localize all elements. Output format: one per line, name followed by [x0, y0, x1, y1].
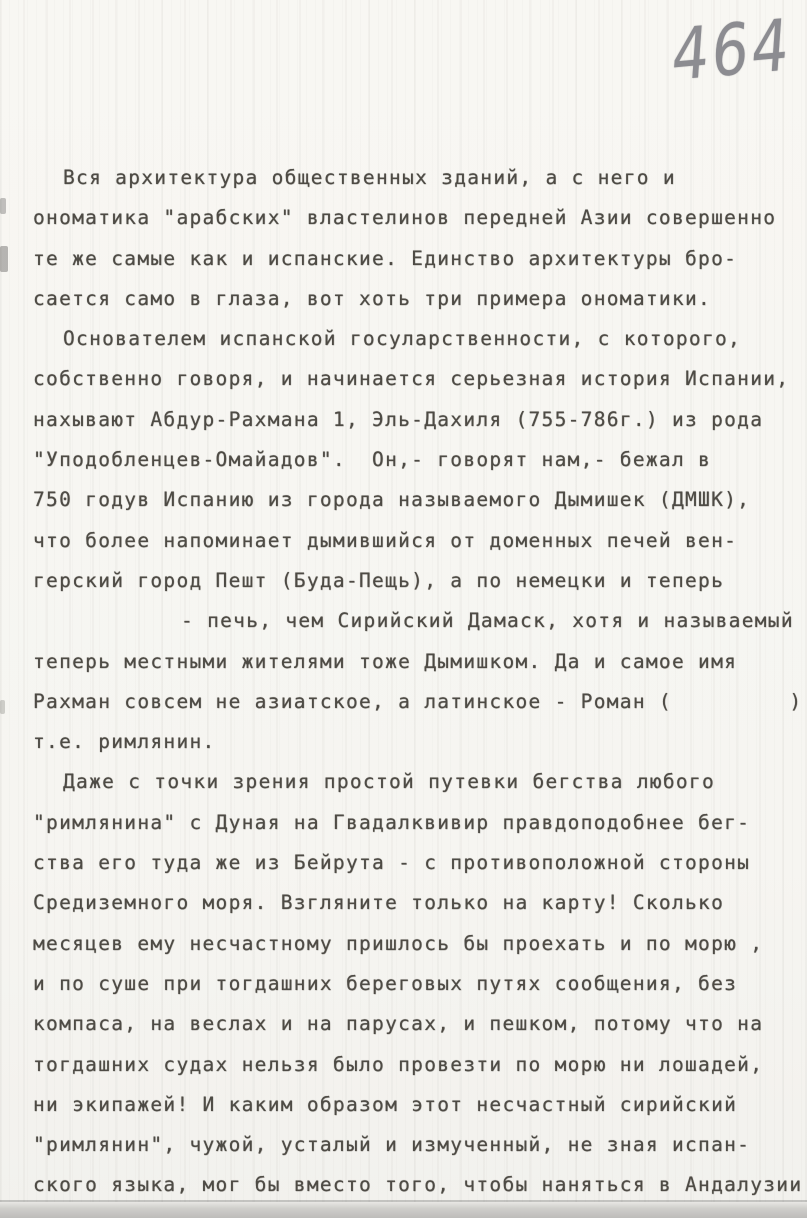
typewritten-line: "римлянин", чужой, усталый и измученный, не зная испан- — [33, 1133, 751, 1157]
typewritten-line: герский город Пешт (Буда-Пещь), а по немецки и теперь — [33, 568, 725, 592]
typewritten-line: Даже с точки зрения простой путевки бегства любого — [63, 770, 715, 794]
typewritten-line: нахывают Абдур-Рахмана 1, Эль-Дахиля (755-786г.) из рода — [33, 407, 764, 431]
typewritten-line: ского языка, мог бы вместо того, чтобы наняться в Андалузии — [33, 1173, 803, 1197]
typewritten-line: месяцев ему несчастному пришлось бы проехать и по морю , — [33, 931, 764, 955]
typewritten-line: Основателем испанской госуларственности, с которого, — [63, 327, 742, 351]
typewritten-line: "римлянина" с Дуная на Гвадалквивир правдоподобнее бег- — [33, 810, 751, 834]
typewritten-line: Рахман совсем не азиатское, а латинское - Роман ( ) — [33, 689, 803, 713]
handwritten-page-number: 464 — [669, 2, 795, 98]
typewritten-line: "Уподобленцев-Омайадов". Он,- говорят нам,- бежал в — [33, 448, 712, 472]
typewritten-line: т.е. римлянин. — [33, 730, 216, 754]
typewritten-line: теперь местными жителями тоже Дымишком. Да и самое имя — [33, 649, 738, 673]
typewritten-line: компаса, на веслах и на парусах, и пешком, потому что на — [33, 1012, 764, 1036]
typewritten-line: Вся архитектура общественных зданий, а с него и — [63, 166, 676, 189]
typewritten-line: сается само в глаза, вот хоть три примера ономатики. — [33, 286, 712, 310]
typewritten-line: ства его туда же из Бейрута - с противоположной стороны — [33, 851, 751, 875]
typewritten-line: собственно говоря, и начинается серьезная история Испании, — [33, 367, 790, 391]
typewritten-line: Средиземного моря. Взгляните только на карту! Сколько — [33, 891, 725, 915]
typewritten-text — [33, 158, 807, 1206]
typewritten-line: что более напоминает дымившийся от доменных печей вен- — [33, 528, 738, 552]
scan-artifact — [0, 700, 5, 714]
typewritten-line: и по суше при тогдашних береговых путях сообщения, без — [33, 971, 738, 995]
typewritten-line: те же самые как и испанские. Единство архитектуры бро- — [33, 246, 738, 270]
page-bottom-edge — [0, 1202, 807, 1218]
typewritten-line: 750 годув Испанию из города называемого Дымишек (ДМШК), — [33, 488, 751, 512]
typewritten-line: тогдашних судах нельзя было провезти по морю ни лошадей, — [33, 1052, 764, 1076]
scan-artifact — [0, 246, 8, 272]
scan-artifact — [0, 198, 6, 214]
typewritten-line: - печь, чем Сирийский Дамаск, хотя и называемый — [181, 609, 794, 633]
typewritten-line: ни экипажей! И каким образом этот несчастный сирийский — [33, 1092, 738, 1116]
typewritten-line: ономатика "арабских" властелинов передней Азии совершенно — [33, 206, 777, 230]
